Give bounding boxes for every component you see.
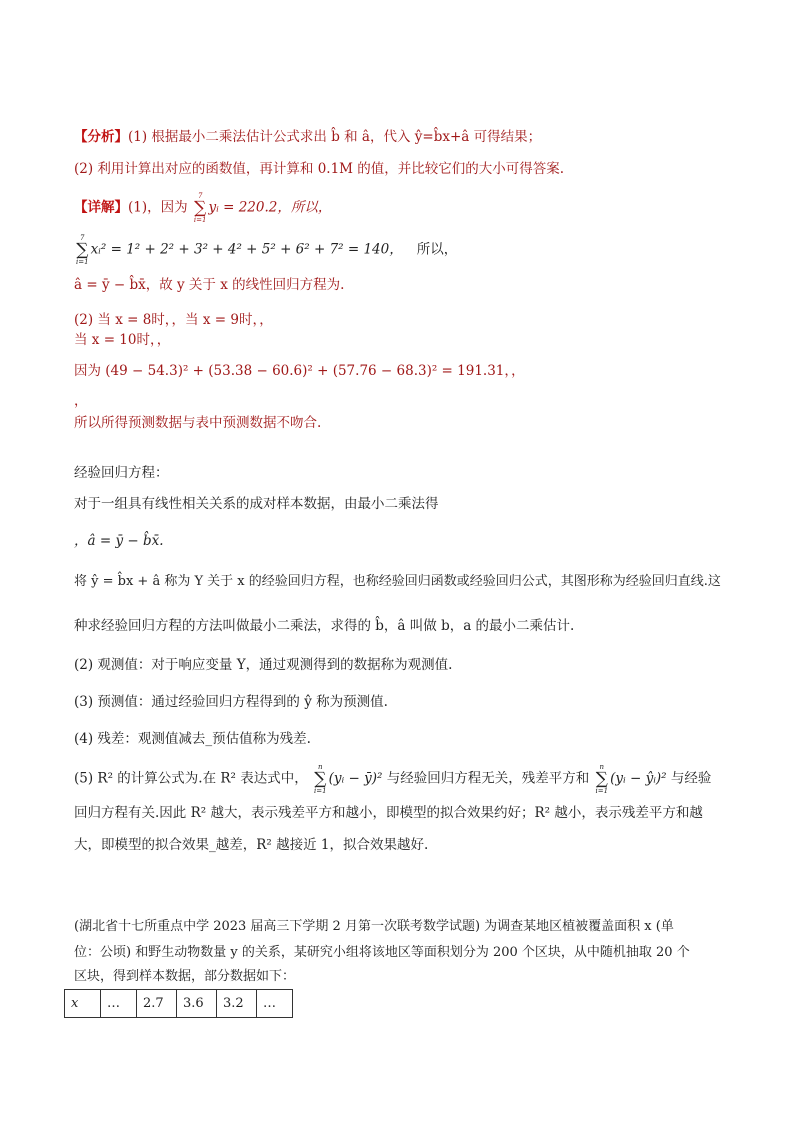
detail-line-1 [74,192,331,224]
sum-symbol: 7 ∑ i=1 [193,192,207,224]
sum-symbol: n ∑ i=1 [595,763,609,795]
detail-line-2 [74,234,457,266]
notes-p6: (3) 预测值：通过经验回归方程得到的 ŷ 称为预测值. [74,694,388,710]
table-row [65,990,293,1018]
analysis-line-1 [74,128,541,146]
analysis-text-2: (2) 利用计算出对应的函数值，再计算和 0.1M 的值，并比较它们的大小可得答案. [74,161,565,177]
table-cell: 3.6 [177,990,217,1018]
detail-text-6: 因为 (49 − 54.3)² + (53.38 − 60.6)² + (57.76 − 68.3)² = 191.31，， [74,363,525,379]
analysis-bracket: 【分析】 [74,129,128,145]
detail-line-6 [74,362,525,380]
notes-p1: 对于一组具有线性相关关系的成对样本数据，由最小二乘法得 [74,496,439,512]
notes-p3: 将 ŷ = b̂x + â 称为 Y 关于 x 的经验回归方程，也称经验回归函数或经验回归公式，其图形称为经验回归直线.这 [74,574,721,589]
notes-p5: (2) 观测值：对于响应变量 Y，通过观测得到的数据称为观测值. [74,657,453,673]
detail-line-8 [74,414,321,432]
detail-text-5: 当 x = 10时，， [74,332,171,348]
detail-line-7 [74,392,88,410]
detail-text-2-expr: xᵢ² = 1² + 2² + 3² + 4² + 5² + 6² + 7² = 140， [90,241,403,258]
notes-p10: 大，即模型的拟合效果_越差，R² 越接近 1，拟合效果越好. [74,837,429,853]
detail-line-3 [74,276,344,294]
table-cell: 3.2 [217,990,257,1018]
table-cell: … [257,990,293,1018]
sum-symbol: n ∑ i=1 [314,763,327,795]
detail-line-5 [74,331,170,349]
problem-line-1: (湖北省十七所重点中学 2023 届高三下学期 2 月第一次联考数学试题) 为调查某地区植被覆盖面积 x (单 [74,919,674,934]
notes-heading: 经验回归方程： [74,465,169,481]
detail-text-4: (2) 当 x = 8时，，当 x = 9时，， [74,312,273,328]
detail-bracket: 【详解】 [74,199,128,216]
analysis-text-1: (1) 根据最小二乘法估计公式求出 b̂ 和 â，代入 ŷ=b̂x+â 可得结果； [128,129,542,145]
detail-text-3: â = ȳ − b̂x̄，故 y 关于 x 的线性回归方程为. [74,277,345,293]
data-table [64,989,293,1018]
analysis-line-2 [74,160,564,178]
notes-p7: (4) 残差：观测值减去_预估值称为残差. [74,731,311,747]
problem-line-3: 区块，得到样本数据，部分数据如下： [74,969,296,984]
detail-line-4 [74,311,273,329]
sum-symbol: 7 ∑ i=1 [76,234,89,266]
notes-p8: (5) R² 的计算公式为.在 R² 表达式中， n ∑ i=1 (yᵢ − ȳ)² 与经验回归方程无关，残差平方和 n ∑ i=1 (yᵢ − ŷᵢ)² 与经验 [74,763,712,795]
notes-p9: 回归方程有关.因此 R² 越大，表示残差平方和越小，即模型的拟合效果约好；R² 越小，表示残差平方和越 [74,805,703,821]
detail-text-2-post: 所以， [416,241,458,258]
detail-text-1-pre: (1)，因为 [128,199,188,216]
notes-p2: ，â = ȳ − b̂x̄. [74,533,164,549]
table-cell: … [101,990,137,1018]
table-cell: 2.7 [137,990,177,1018]
detail-text-8: 所以所得预测数据与表中预测数据不吻合. [74,415,322,431]
notes-p4: 种求经验回归方程的方法叫做最小二乘法，求得的 b̂，â 叫做 b，a 的最小二乘估计. [74,618,575,634]
table-cell: x [65,990,101,1018]
detail-text-7: ， [74,393,88,409]
problem-line-2: 位：公顷) 和野生动物数量 y 的关系，某研究小组将该地区等面积划分为 200 个区块，从中随机抽取 20 个 [74,945,690,960]
detail-text-1-expr: yᵢ = 220.2，所以， [208,199,332,216]
